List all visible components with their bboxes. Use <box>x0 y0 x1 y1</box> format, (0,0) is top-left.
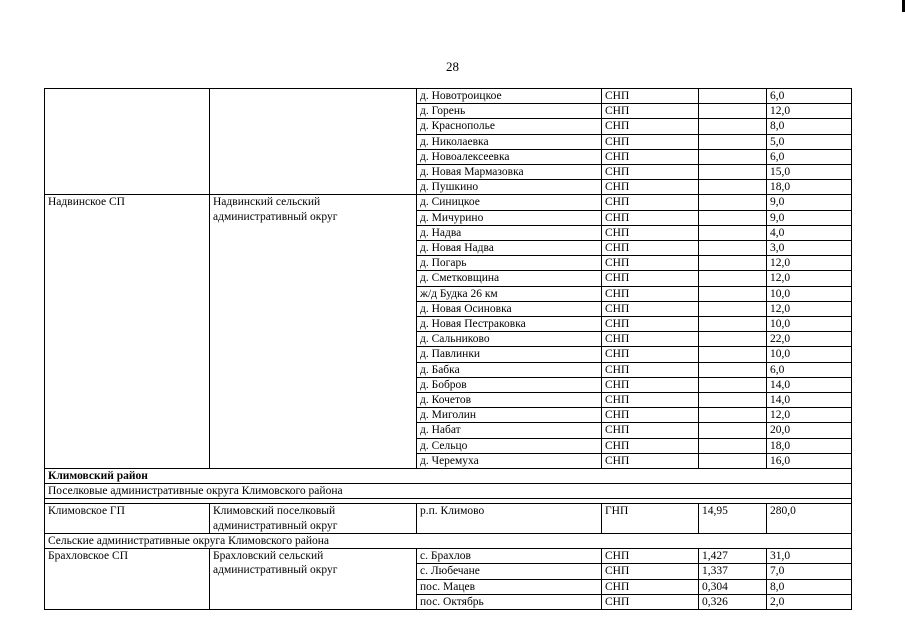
settlement-status: СНП <box>602 241 699 256</box>
settlement-distance: 12,0 <box>767 301 852 316</box>
settlement-status: СНП <box>602 271 699 286</box>
settlement-area: 1,337 <box>699 564 767 579</box>
settlement-status: ГНП <box>602 504 699 533</box>
settlement-distance: 14,0 <box>767 393 852 408</box>
settlement-status: СНП <box>602 256 699 271</box>
okrug-name: Климовский поселковый административный округ <box>210 504 417 533</box>
settlement-area <box>699 271 767 286</box>
settlement-status: СНП <box>602 594 699 609</box>
settlement-area: 1,427 <box>699 549 767 564</box>
settlement-status: СНП <box>602 393 699 408</box>
settlement-name: д. Пушкино <box>417 180 602 195</box>
settlement-distance: 6,0 <box>767 89 852 104</box>
settlement-name: пос. Октябрь <box>417 594 602 609</box>
settlement-name: пос. Мацев <box>417 579 602 594</box>
settlement-area: 0,304 <box>699 579 767 594</box>
settlement-status: СНП <box>602 423 699 438</box>
settlement-area: 14,95 <box>699 504 767 533</box>
section-header: Сельские административные округа Климовского района <box>45 533 852 548</box>
settlement-name: д. Новая Пестраковка <box>417 317 602 332</box>
okrug-name: Надвинский сельский административный округ <box>210 195 417 469</box>
settlement-area <box>699 377 767 392</box>
settlement-area <box>699 332 767 347</box>
settlement-status: СНП <box>602 134 699 149</box>
settlement-name: д. Новая Осиновка <box>417 301 602 316</box>
table-body <box>45 89 852 610</box>
settlement-area <box>699 438 767 453</box>
settlement-name: д. Николаевка <box>417 134 602 149</box>
settlement-distance: 280,0 <box>767 504 852 533</box>
settlement-name: д. Павлинки <box>417 347 602 362</box>
settlement-distance: 8,0 <box>767 119 852 134</box>
settlement-name: д. Кочетов <box>417 393 602 408</box>
settlement-distance: 22,0 <box>767 332 852 347</box>
settlement-status: СНП <box>602 564 699 579</box>
page-number: 28 <box>446 59 459 74</box>
settlement-status: СНП <box>602 149 699 164</box>
settlement-name: р.п. Климово <box>417 504 602 533</box>
settlement-status: СНП <box>602 408 699 423</box>
settlement-area <box>699 453 767 468</box>
settlement-distance: 10,0 <box>767 347 852 362</box>
settlement-area <box>699 210 767 225</box>
settlement-name: д. Погарь <box>417 256 602 271</box>
settlement-distance: 9,0 <box>767 195 852 210</box>
settlement-distance: 12,0 <box>767 408 852 423</box>
settlements-table <box>44 88 852 610</box>
settlement-name: с. Брахлов <box>417 549 602 564</box>
district-header: Климовский район <box>45 469 852 484</box>
settlement-name: д. Сельцо <box>417 438 602 453</box>
settlement-distance: 15,0 <box>767 165 852 180</box>
settlement-status: СНП <box>602 210 699 225</box>
settlement-area <box>699 393 767 408</box>
settlement-distance: 9,0 <box>767 210 852 225</box>
settlement-area <box>699 286 767 301</box>
settlement-area <box>699 134 767 149</box>
settlement-area <box>699 347 767 362</box>
settlement-distance: 4,0 <box>767 225 852 240</box>
section-row <box>45 484 852 499</box>
settlement-status: СНП <box>602 104 699 119</box>
settlement-status: СНП <box>602 225 699 240</box>
settlement-area <box>699 149 767 164</box>
settlement-distance: 6,0 <box>767 149 852 164</box>
settlement-area <box>699 241 767 256</box>
settlement-area <box>699 180 767 195</box>
settlement-area <box>699 301 767 316</box>
settlement-distance: 31,0 <box>767 549 852 564</box>
settlement-area <box>699 89 767 104</box>
settlement-name: д. Миголин <box>417 408 602 423</box>
settlement-area <box>699 225 767 240</box>
settlement-status: СНП <box>602 362 699 377</box>
settlement-name: д. Сальниково <box>417 332 602 347</box>
settlement-status: СНП <box>602 332 699 347</box>
sp-name <box>45 89 210 195</box>
settlement-area <box>699 104 767 119</box>
settlement-area <box>699 317 767 332</box>
settlement-area <box>699 408 767 423</box>
settlement-status: СНП <box>602 195 699 210</box>
settlement-status: СНП <box>602 377 699 392</box>
settlement-status: СНП <box>602 453 699 468</box>
settlement-status: СНП <box>602 579 699 594</box>
settlement-distance: 2,0 <box>767 594 852 609</box>
settlement-name: с. Любечане <box>417 564 602 579</box>
settlement-area <box>699 256 767 271</box>
settlement-distance: 16,0 <box>767 453 852 468</box>
section-row <box>45 533 852 548</box>
settlement-distance: 6,0 <box>767 362 852 377</box>
settlement-distance: 5,0 <box>767 134 852 149</box>
settlement-name: д. Набат <box>417 423 602 438</box>
settlement-distance: 12,0 <box>767 271 852 286</box>
settlement-distance: 12,0 <box>767 104 852 119</box>
settlement-status: СНП <box>602 165 699 180</box>
table-row <box>45 549 852 564</box>
settlement-distance: 20,0 <box>767 423 852 438</box>
settlement-area <box>699 362 767 377</box>
settlement-status: СНП <box>602 317 699 332</box>
settlement-name: д. Новая Мармазовка <box>417 165 602 180</box>
settlement-name: д. Горень <box>417 104 602 119</box>
settlement-name: д. Новая Надва <box>417 241 602 256</box>
table-row <box>45 89 852 104</box>
settlement-status: СНП <box>602 119 699 134</box>
settlement-distance: 10,0 <box>767 286 852 301</box>
settlement-name: д. Черемуха <box>417 453 602 468</box>
settlement-name: д. Новоалексеевка <box>417 149 602 164</box>
settlement-name: д. Новотроицкое <box>417 89 602 104</box>
settlement-status: СНП <box>602 438 699 453</box>
settlement-distance: 8,0 <box>767 579 852 594</box>
settlement-distance: 14,0 <box>767 377 852 392</box>
settlement-status: СНП <box>602 286 699 301</box>
settlement-area: 0,326 <box>699 594 767 609</box>
settlement-status: СНП <box>602 347 699 362</box>
sp-name: Климовское ГП <box>45 504 210 533</box>
settlement-status: СНП <box>602 180 699 195</box>
table-row <box>45 195 852 210</box>
settlement-distance: 18,0 <box>767 180 852 195</box>
sp-name: Надвинское СП <box>45 195 210 469</box>
settlement-area <box>699 119 767 134</box>
settlement-area <box>699 195 767 210</box>
settlement-distance: 18,0 <box>767 438 852 453</box>
settlement-area <box>699 165 767 180</box>
table-row <box>45 504 852 533</box>
okrug-name: Брахловский сельский административный округ <box>210 549 417 610</box>
section-header: Поселковые административные округа Климовского района <box>45 484 852 499</box>
settlement-area <box>699 423 767 438</box>
settlement-distance: 12,0 <box>767 256 852 271</box>
settlement-name: д. Сметковщина <box>417 271 602 286</box>
settlement-name: д. Краснополье <box>417 119 602 134</box>
okrug-name <box>210 89 417 195</box>
settlement-name: д. Бобров <box>417 377 602 392</box>
settlement-distance: 7,0 <box>767 564 852 579</box>
section-row <box>45 469 852 484</box>
settlement-status: СНП <box>602 301 699 316</box>
settlement-name: д. Надва <box>417 225 602 240</box>
settlement-status: СНП <box>602 549 699 564</box>
settlement-name: д. Мичурино <box>417 210 602 225</box>
settlement-name: ж/д Будка 26 км <box>417 286 602 301</box>
settlement-name: д. Бабка <box>417 362 602 377</box>
settlement-distance: 3,0 <box>767 241 852 256</box>
sp-name: Брахловское СП <box>45 549 210 610</box>
settlement-distance: 10,0 <box>767 317 852 332</box>
settlement-status: СНП <box>602 89 699 104</box>
settlement-name: д. Синицкое <box>417 195 602 210</box>
